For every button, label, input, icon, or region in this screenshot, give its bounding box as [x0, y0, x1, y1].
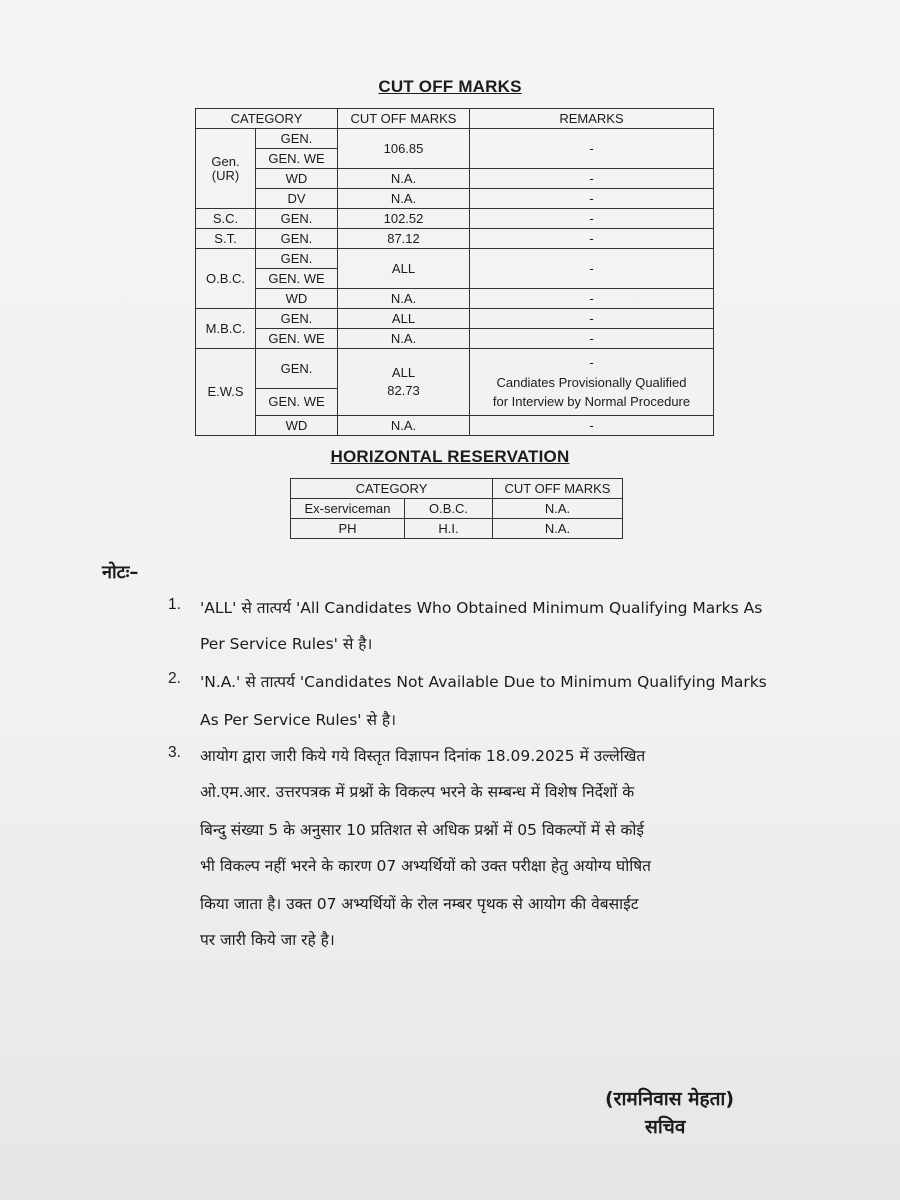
- note-line: Per Service Rules' से है।: [200, 635, 373, 653]
- marks-cell: 87.12: [338, 229, 470, 249]
- subcategory-cell: GEN.: [256, 229, 338, 249]
- remarks-cell: -: [470, 309, 714, 329]
- category-line: Gen.: [211, 153, 240, 169]
- marks-cell: N.A.: [493, 499, 623, 519]
- remarks-cell: -: [470, 129, 714, 169]
- note-number: 2.: [168, 670, 181, 687]
- signatory-name: (रामनिवास मेहता): [605, 1088, 735, 1110]
- category-cell: [196, 129, 256, 209]
- note-number: 1.: [168, 596, 181, 613]
- table-row: [196, 229, 714, 249]
- category-cell: S.C.: [196, 209, 256, 229]
- category-cell: O.B.C.: [196, 249, 256, 309]
- table-row: [196, 309, 714, 329]
- marks-cell: N.A.: [338, 189, 470, 209]
- subcategory-cell: WD: [256, 289, 338, 309]
- note-line: आयोग द्वारा जारी किये गये विस्तृत विज्ञापन दिनांक 18.09.2025 में उल्लेखित: [200, 747, 646, 765]
- table-row: [196, 109, 714, 129]
- note-line: किया जाता है। उक्त 07 अभ्यर्थियों के रोल नम्बर पृथक से आयोग की वेबसाईट: [200, 895, 639, 913]
- marks-cell: N.A.: [338, 416, 470, 436]
- header-category: CATEGORY: [196, 109, 338, 129]
- header-cutoff-marks: CUT OFF MARKS: [493, 479, 623, 499]
- remarks-cell: -: [470, 416, 714, 436]
- marks-cell: ALL: [338, 249, 470, 289]
- subcategory-cell: GEN. WE: [256, 329, 338, 349]
- category-cell: E.W.S: [196, 349, 256, 436]
- subcategory-cell: WD: [256, 169, 338, 189]
- category-cell: PH: [291, 519, 405, 539]
- marks-cell: N.A.: [338, 169, 470, 189]
- remarks-line: Candiates Provisionally Qualified: [496, 374, 687, 390]
- table-row: [196, 349, 714, 389]
- category-line: (UR): [211, 167, 240, 183]
- cutoff-table: [195, 108, 714, 436]
- remarks-line: -: [589, 354, 594, 370]
- cutoff-title: CUT OFF MARKS: [378, 77, 522, 96]
- subcategory-cell: GEN.: [256, 349, 338, 389]
- subcategory-cell: DV: [256, 189, 338, 209]
- marks-cell: N.A.: [338, 289, 470, 309]
- note-line: पर जारी किये जा रहे है।: [200, 931, 335, 949]
- table-row: [196, 329, 714, 349]
- remarks-cell: -: [470, 229, 714, 249]
- remarks-cell: -: [470, 209, 714, 229]
- remarks-cell: -: [470, 169, 714, 189]
- table-row: [196, 169, 714, 189]
- marks-cell: 106.85: [338, 129, 470, 169]
- marks-cell: N.A.: [338, 329, 470, 349]
- marks-cell: N.A.: [493, 519, 623, 539]
- remarks-cell: -: [470, 249, 714, 289]
- horizontal-reservation-table: [290, 478, 623, 539]
- subcategory-cell: WD: [256, 416, 338, 436]
- category-cell: Ex-serviceman: [291, 499, 405, 519]
- remarks-line: for Interview by Normal Procedure: [492, 393, 691, 409]
- header-category: CATEGORY: [291, 479, 493, 499]
- marks-cell: ALL: [338, 309, 470, 329]
- table-row: [196, 189, 714, 209]
- subcategory-cell: O.B.C.: [405, 499, 493, 519]
- marks-line: ALL: [391, 365, 416, 380]
- category-cell: M.B.C.: [196, 309, 256, 349]
- note-line: As Per Service Rules' से है।: [200, 711, 396, 729]
- header-cutoff-marks: CUT OFF MARKS: [338, 109, 470, 129]
- table-row: [196, 209, 714, 229]
- signatory-designation: सचिव: [645, 1116, 686, 1138]
- marks-cell: [338, 349, 470, 416]
- header-remarks: REMARKS: [470, 109, 714, 129]
- table-row: [196, 416, 714, 436]
- remarks-cell: [470, 349, 714, 416]
- remarks-cell: -: [470, 189, 714, 209]
- table-row: [196, 129, 714, 149]
- subcategory-cell: GEN. WE: [256, 269, 338, 289]
- subcategory-cell: GEN.: [256, 249, 338, 269]
- note-line: भी विकल्प नहीं भरने के कारण 07 अभ्यर्थियों को उक्त परीक्षा हेतु अयोग्य घोषित: [200, 857, 652, 875]
- table-row: [196, 289, 714, 309]
- category-cell: S.T.: [196, 229, 256, 249]
- remarks-cell: -: [470, 329, 714, 349]
- subcategory-cell: GEN.: [256, 129, 338, 149]
- subcategory-cell: GEN. WE: [256, 389, 338, 416]
- table-row: [196, 249, 714, 269]
- note-line: ओ.एम.आर. उत्तरपत्रक में प्रश्नों के विकल्प भरने के सम्बन्ध में विशेष निर्देशों के: [200, 783, 635, 801]
- table-row: [291, 519, 623, 539]
- remarks-cell: -: [470, 289, 714, 309]
- marks-line: 82.73: [387, 383, 420, 398]
- table-row: [291, 479, 623, 499]
- note-line: 'ALL' से तात्पर्य 'All Candidates Who Obtained Minimum Qualifying Marks As: [200, 599, 763, 617]
- subcategory-cell: H.I.: [405, 519, 493, 539]
- marks-cell: 102.52: [338, 209, 470, 229]
- subcategory-cell: GEN.: [256, 309, 338, 329]
- horizontal-reservation-title: HORIZONTAL RESERVATION: [330, 447, 570, 466]
- subcategory-cell: GEN.: [256, 209, 338, 229]
- note-line: 'N.A.' से तात्पर्य 'Candidates Not Available Due to Minimum Qualifying Marks: [200, 673, 767, 691]
- note-number: 3.: [168, 744, 181, 761]
- note-line: बिन्दु संख्या 5 के अनुसार 10 प्रतिशत से अधिक प्रश्नों में 05 विकल्पों में से कोई: [200, 821, 644, 839]
- subcategory-cell: GEN. WE: [256, 149, 338, 169]
- table-row: [291, 499, 623, 519]
- notes-heading: नोटः–: [102, 562, 139, 583]
